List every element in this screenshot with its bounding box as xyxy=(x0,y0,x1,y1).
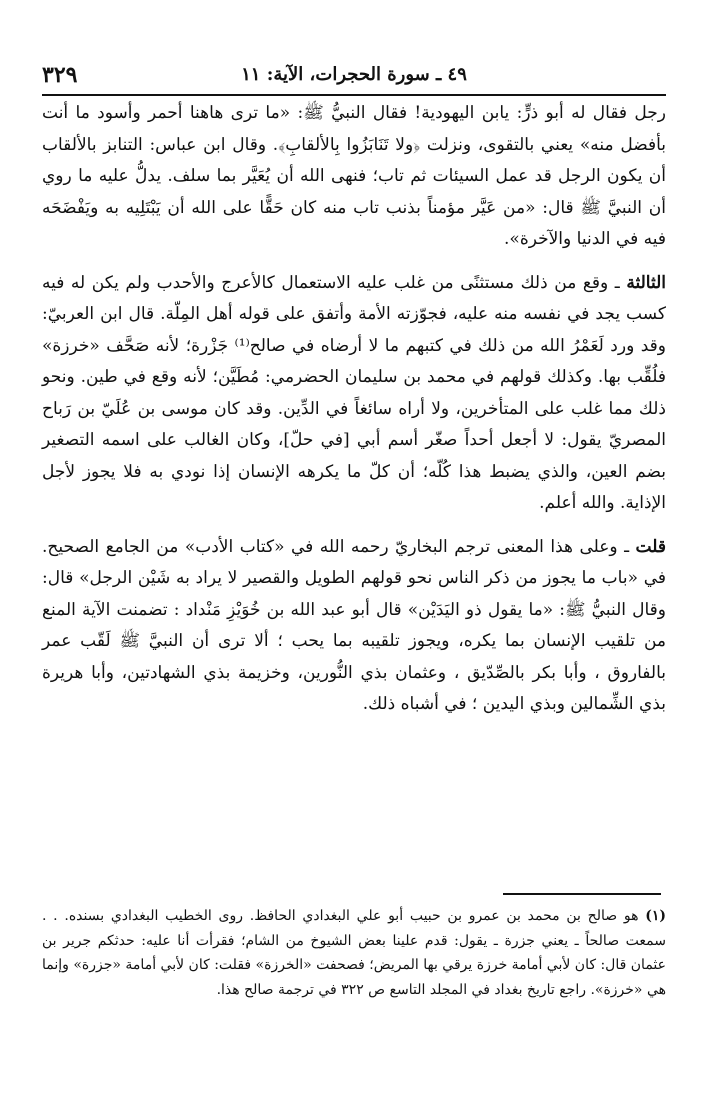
footnote-text: هو صالح بن محمد بن عمرو بن حبيب أبو علي البغدادي الحافظ. روى الخطيب البغدادي بسنده. . . سمعت صالحاً ـ يعني جزرة ـ يقول: قدم علينا بعض الشيوخ من الشام؛ فقرأت أنا عليه: حدثكم جرير بن عثمان قال: كان لأبي أمامة خرزة يرقي بها المريض؛ فصحفت «الخرزة» فقلت: كان لأبي أمامة «جزرة» وإنما هي «خرزة». راجع تاريخ بغداد في المجلد التاسع ص ٣٢٢ في ترجمة صالح هذا. xyxy=(42,908,666,998)
paragraph-3 xyxy=(42,532,666,721)
main-text xyxy=(42,98,666,721)
header-rule xyxy=(42,94,666,96)
paragraph-2-text: ـ وقع من ذلك مستثنًى من غلب عليه الاستعمال كالأعرج والأحدب ولم يكن له فيه كسب يجد في نفسه منه عليه، فجوّزته الأمة وأتفق على قوله أهل المِلّة. قال ابن العربيّ: وقد ورد لَعَمْرُ الله من ذلك في كتبهم ما لا أرضاه في صالح⁽¹⁾ جَزْرة؛ لأنه صَحَّف «خرزة» فلُقِّب بها. وكذلك قولهم في محمد بن سليمان الحضرمي: مُطَيَّن؛ لأنه وقع في طين. ونحو ذلك مما غلب على المتأخرين، ولا أراه سائغاً في الدِّين. وقد كان موسى بن عُلَيّ بن رَباح المصريّ يقول: لا أجعل أحداً صغّر أسم أبي [في حلّ]، وكان الغالب على اسمه التصغير بضم العين، والذي يضبط هذا كُلّه؛ أن كلّ ما يكرهه الإنسان إذا نودي به فلا يجوز لأجل الإذاية. والله أعلم. xyxy=(42,272,666,513)
paragraph-2 xyxy=(42,268,666,520)
paragraph-3-lead: قلت xyxy=(635,536,666,557)
paragraph-3-text: ـ وعلى هذا المعنى ترجم البخاريّ رحمه الله في «كتاب الأدب» من الجامع الصحيح. في «باب ما يجوز من ذكر الناس نحو قولهم الطويل والقصير لا يراد به شَيْن الرجل» قال: وقال النبيُّ ﷺ: «ما يقول ذو اليَدَيْن» قال أبو عبد الله بن خُوَيْزِ مَنْداد : تضمنت الآية المنع من تلقيب الإنسان بما يكره، ويجوز تلقيبه بما يحب ؛ ألا ترى أن النبيَّ ﷺ لَقّب عمر بالفاروق ، وأبا بكر بالصِّدّيق ، وعثمان بذي النُّورين، وخزيمة بذي الشهادتين، وأبا هريرة بذي الشِّمالين وبذي اليدين ؛ في أشباه ذلك. xyxy=(42,536,666,714)
running-title: ٤٩ ـ سورة الحجرات، الآية: ١١ xyxy=(241,64,467,85)
page-header xyxy=(42,58,666,92)
footnote xyxy=(42,904,666,1002)
page-number: ٣٢٩ xyxy=(42,62,78,88)
paragraph-1-text: رجل فقال له أبو ذرٍّ: يابن اليهودية! فقال النبيُّ ﷺ: «ما ترى هاهنا أحمر وأسود ما أنت بأفضل منه» يعني بالتقوى، ونزلت ﴿ولا تَنَابَزُوا بِالألقابِ﴾. وقال ابن عباس: التنابز بالألقاب أن يكون الرجل قد عمل السيئات ثم تاب؛ فنهى الله أن يُعَيَّر بما سلف. يدلُّ عليه ما روي أن النبيَّ ﷺ قال: «من عَيَّر مؤمناً بذنب تاب منه كان حَقًّا على الله أن يَبْتَلِيه به ويَفْضَحَه فيه في الدنيا والآخرة». xyxy=(42,103,666,249)
footnote-marker: (١) xyxy=(645,908,666,924)
paragraph-1 xyxy=(42,98,666,256)
paragraph-2-lead: الثالثة xyxy=(626,272,666,293)
footnote-rule xyxy=(503,893,661,895)
